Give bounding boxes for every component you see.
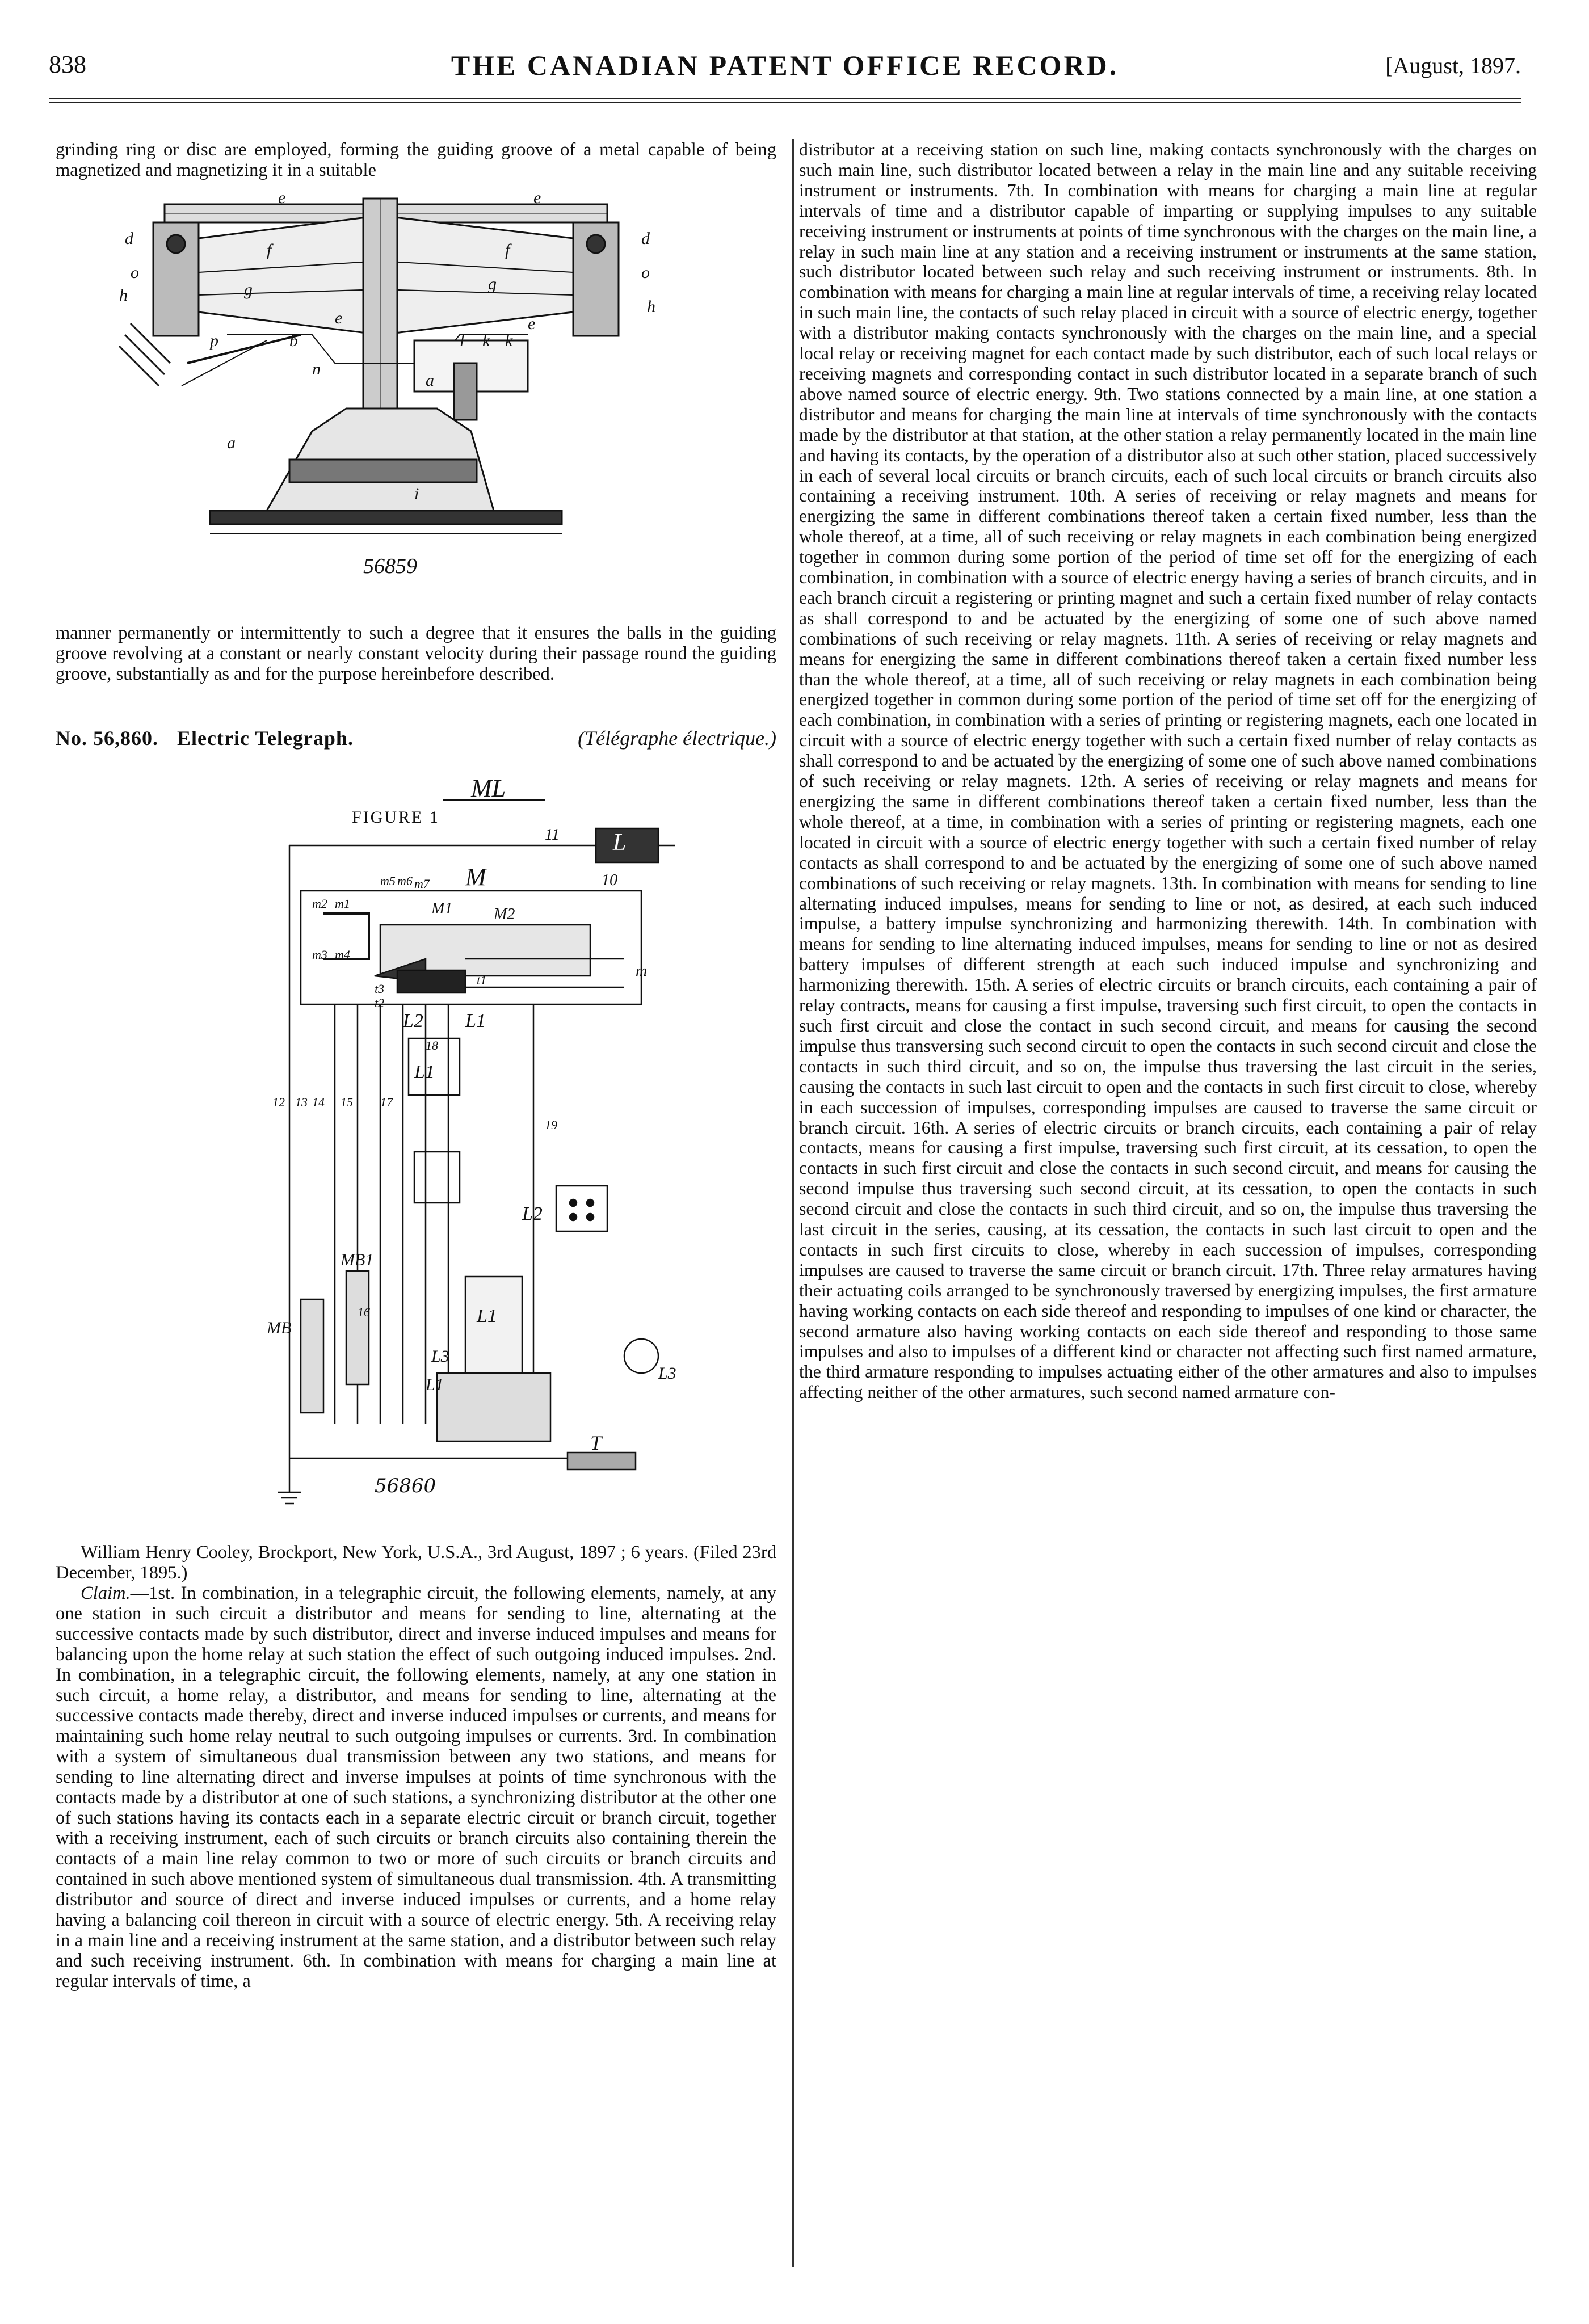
fig2-label: M1 [431,900,453,917]
continuation-text: grinding ring or disc are employed, forming the guiding groove of a metal capable of being magnetized and magnetizing it in a suitable [56,140,776,180]
fig1-label: i [414,485,419,503]
fig2-label: MB1 [340,1251,374,1269]
fig1-label: a [227,433,236,452]
claims-text-left [56,1583,776,1992]
fig2-label: t2 [375,996,385,1010]
fig2-label: T [590,1432,602,1454]
fig2-label: L1 [414,1062,435,1083]
fig1-caption: 56859 [363,554,417,578]
fig1-label: f [267,241,272,259]
fig1-label: p [210,331,218,350]
bearing-drawing-figure [96,188,687,584]
fig1-label: l [460,331,465,350]
fig2-label: t1 [477,973,487,987]
fig2-label: M [465,863,486,891]
fig2-label: 12 [272,1095,285,1109]
fig2-label: t3 [375,982,385,996]
fig2-label: m3 [312,948,327,962]
page-number: 838 [49,50,86,78]
journal-title: THE CANADIAN PATENT OFFICE RECORD. [451,49,1119,81]
fig2-label: m1 [335,896,350,911]
inventor-line: William Henry Cooley, Brockport, New York, U.S.A., 3rd August, 1897 ; 6 years. (Filed 23rd December, 1895.) [56,1542,776,1583]
fig2-label: m4 [335,948,350,962]
patent-french-title: (Télégraphe électrique.) [578,727,776,750]
fig2-label: m2 [312,896,327,911]
fig1-label: e [528,314,536,333]
fig2-label: L2 [403,1011,423,1032]
fig1-label: e [335,309,343,327]
patent-heading [56,726,776,750]
fig1-label: k [505,331,513,350]
fig2-label: 17 [380,1095,393,1109]
fig1-label: n [312,360,321,378]
right-claims-block [799,140,1537,1403]
fig2-label: 18 [426,1038,438,1052]
fig2-label: L [613,830,627,856]
fig1-label: g [244,280,253,299]
fig2-label: L1 [477,1306,497,1327]
header-rule-thin [49,102,1521,103]
fig1-label: d [641,229,650,248]
fig2-figure-label: FIGURE 1 [352,808,440,827]
header-rule [49,98,1521,99]
fig2-label: 10 [602,872,617,889]
fig2-label: m6 [397,874,413,888]
fig2-label: m [636,962,648,980]
fig2-label: m5 [380,874,396,888]
claims-text-right: distributor at a receiving station on such line, making contacts synchronously with the charges on such main line, such distributor located between a relay in the main line and any suitable receiving instrument or instruments. 7th. In combination with means for charging a main line at regular intervals of time and a distributor capable of imparting or supplying impulses to any suitable receiving instrument or instruments at points of time synchronous with the charges on the main line, a relay in such main line at any station and a receiving instrument or instruments at the same station, such distributor located between such relay and such receiving instrument or instruments. 8th. In combination with means for charging a main line at regular intervals of time, a receiving relay located in such main line, the contacts of such relay placed in circuit with a source of electric energy, together with a distributor making contacts synchronously with the charges on the main line, and a special local relay or receiving magnet for each contact made by such distributor, each of such local relays or receiving magnets and corresponding contact in such distributor located in a separate branch of such above named source of electric energy. 9th. Two stations connected by a main line, at one station a distributor and means for charging the main line at intervals of time synchronously with the contacts made by the distributor at that station, at the other station a relay permanently located in the main line and having its contacts, by the operation of a distributor also at such other station, placed successively in each of several local circuits or branch circuits, each of such local circuits or branch circuits also containing a receiving instrument. 10th. A series of receiving or relay magnets and means for energizing the same in different combinations thereof taken a certain fixed number, less than the whole thereof, at a time, all of such receiving or relay magnets in each combination being energized together in common during some portion of the period of time set off for the energizing of each combination, in combination with a source of electric energy having a series of branch circuits, and in each branch circuit a registering or printing magnet and such a certain fixed number of relay contacts as shall correspond to and be actuated by the energizing of some one of such above named combinations of such receiving or relay magnets. 11th. A series of receiving or relay magnets and means for energizing the same in different combinations thereof taken a certain fixed number less than the whole thereof, at a time, all of such receiving or relay magnets in each combination being energized together in common during some portion of the period of time set off for the energizing of each combination, in combination with a series of printing or registering magnets, each one located in circuit with a source of electric energy together with such a certain fixed number of relay contacts as shall correspond to and be actuated by the energizing of some one of such above named combinations of such receiving or relay magnets. 12th. A series of receiving or relay magnets and means for energizing the same in different combinations thereof taken a certain fixed number, less than the whole thereof, at a time, in combination with a series of printing or registering magnets, each one located in circuit with a source of electric energy together with such a certain fixed number of relay contacts as shall correspond to and be actuated by the energizing of some one of such above named combinations of such receiving or relay magnets. 13th. In combination with means for sending to line alternating induced impulses, means for sending to line or not, as desired, at each such induced impulse, a battery impulse synchronizing and harmonizing therewith. 14th. In combination with means for sending to line alternating induced impulses, means for sending to line or not as desired battery impulses of different strength at each such induced impulse and synchronizing and harmonizing therewith. 15th. A series of electric circuits or branch circuits, each containing a pair of relay contracts, means for causing a first impulse, traversing such first circuit, to open the contacts in such first circuit and close the contact in such second circuit, and means for causing the second impulse thus transversing such second circuit to open the contacts in such second circuit and close the contacts in such third circuit, and so on, the impulse thus traversing the last circuit in the series, causing the contacts in such last circuit to open and the contacts in such first circuit to close, whereby in each succession of impulses, corresponding impulses are caused to traverse the same circuit or branch circuit. 16th. A series of electric circuits or branch circuits, each containing a pair of relay contacts, means for causing a first impulse, traversing such first circuit, at its cessation, to open the contacts in such first circuit and close the contacts in such second circuit, and means for causing the second impulse thus traversing such second circuit, at its cessation, to open the contacts in such second circuit and close the contacts in such third circuit, and so on, the impulse thus traversing the last circuit in the series, causing, at its cessation, the contacts in such last circuit to open and the contacts in such first circuits to close, whereby in each succession of impulses, corresponding impulses are caused to traverse the same circuit or branch circuit. 17th. Three relay armatures having their actuating coils arranged to be synchronously traversed by energizing impulses, the first armature having working contacts on each side thereof and responding to impulses of one kind or character, the second armature also having working contacts on each side thereof and responding to those same impulses and also to impulses of a different kind or character not affecting such first named armature, the third armature responding to impulses actuating either of the other armatures and also to impulses affecting neither of the other armatures, such second named armature con- [799,140,1537,1403]
fig1-label: h [647,297,655,316]
fig2-label: L3 [431,1347,449,1366]
left-mid-text-block [56,623,776,684]
fig2-label: 13 [295,1095,308,1109]
claim-label: Claim. [81,1583,131,1603]
fig1-label: d [125,229,133,248]
fig1-label: k [482,331,490,350]
fig2-label: 14 [312,1095,325,1109]
continuation-text: manner permanently or intermittently to such a degree that it ensures the balls in the guiding groove revolving at a constant or nearly constant velocity during their passage round the guiding groove, substantially as and for the purpose hereinbefore described. [56,623,776,684]
left-claims-block [56,1542,776,1992]
page-header [49,47,1521,86]
fig1-label: o [131,263,139,282]
fig2-label: M2 [494,906,515,923]
fig2-label: MB [267,1319,292,1337]
fig1-label: b [289,331,298,350]
claims-body-left: —1st. In combination, in a telegraphic circuit, the following elements, namely, at any one station in such circuit a distributor and means for sending to line, alternating at the successive contacts made by such distributor, direct and inverse induced impulses and means for balancing upon the home relay at such station the effect of such outgoing induced impulses. 2nd. In combination, in a telegraphic circuit, the following elements, namely, at any one station in such circuit, a home relay, a distributor, and means for sending to line, alternating at the successive contacts made thereby, direct and inverse induced impulses or currents, and means for maintaining such home relay neutral to such outgoing impulses or currents. 3rd. In combination with a system of simultaneous dual transmission between any two stations, and means for sending to line alternating direct and inverse impulses at points of time synchronous with the contacts made by a distributor at one of such stations, a synchronizing distributor at the other one of such stations having its contacts each in a separate electric circuit or branch circuit, together with a receiving instrument, each of such circuits or branch circuits also containing therein the contacts of a main line relay common to two or more of such circuits or branch circuits and contained in such above mentioned system of simultaneous dual transmission. 4th. A transmitting distributor and source of direct and inverse induced impulses or currents, and a home relay having a balancing coil thereon in circuit with a source of electric energy. 5th. A receiving relay in a main line and a receiving instrument at the same station, and a distributor between such relay and such receiving instrument. 6th. In combination with means for charging a main line at regular intervals of time, a [56,1583,776,1992]
fig2-label: L3 [658,1364,676,1383]
issue-date: [August, 1897. [1385,53,1521,78]
left-top-text-block [56,140,776,180]
fig2-top-label: ML [471,774,506,802]
fig2-caption: 56860 [375,1475,436,1497]
fig1-label: f [505,241,510,259]
fig1-label: e [533,188,541,207]
fig2-label: 19 [545,1118,557,1132]
fig2-label: 16 [358,1305,370,1319]
fig2-label: 11 [545,826,560,844]
fig1-label: h [119,286,128,305]
fig1-label: e [278,188,286,207]
patent-number: No. 56,860. [56,727,158,750]
fig2-label: 15 [340,1095,353,1109]
fig2-label: L1 [465,1011,486,1032]
fig2-label: L1 [426,1375,444,1394]
patent-title: Electric Telegraph. [177,727,354,750]
fig2-label: L2 [522,1203,543,1224]
fig2-label: m7 [414,877,430,891]
fig1-label: a [426,371,434,390]
fig1-label: g [488,275,497,293]
fig1-label: o [641,263,650,282]
column-separator [792,139,794,2267]
telegraph-circuit-figure [227,774,738,1526]
